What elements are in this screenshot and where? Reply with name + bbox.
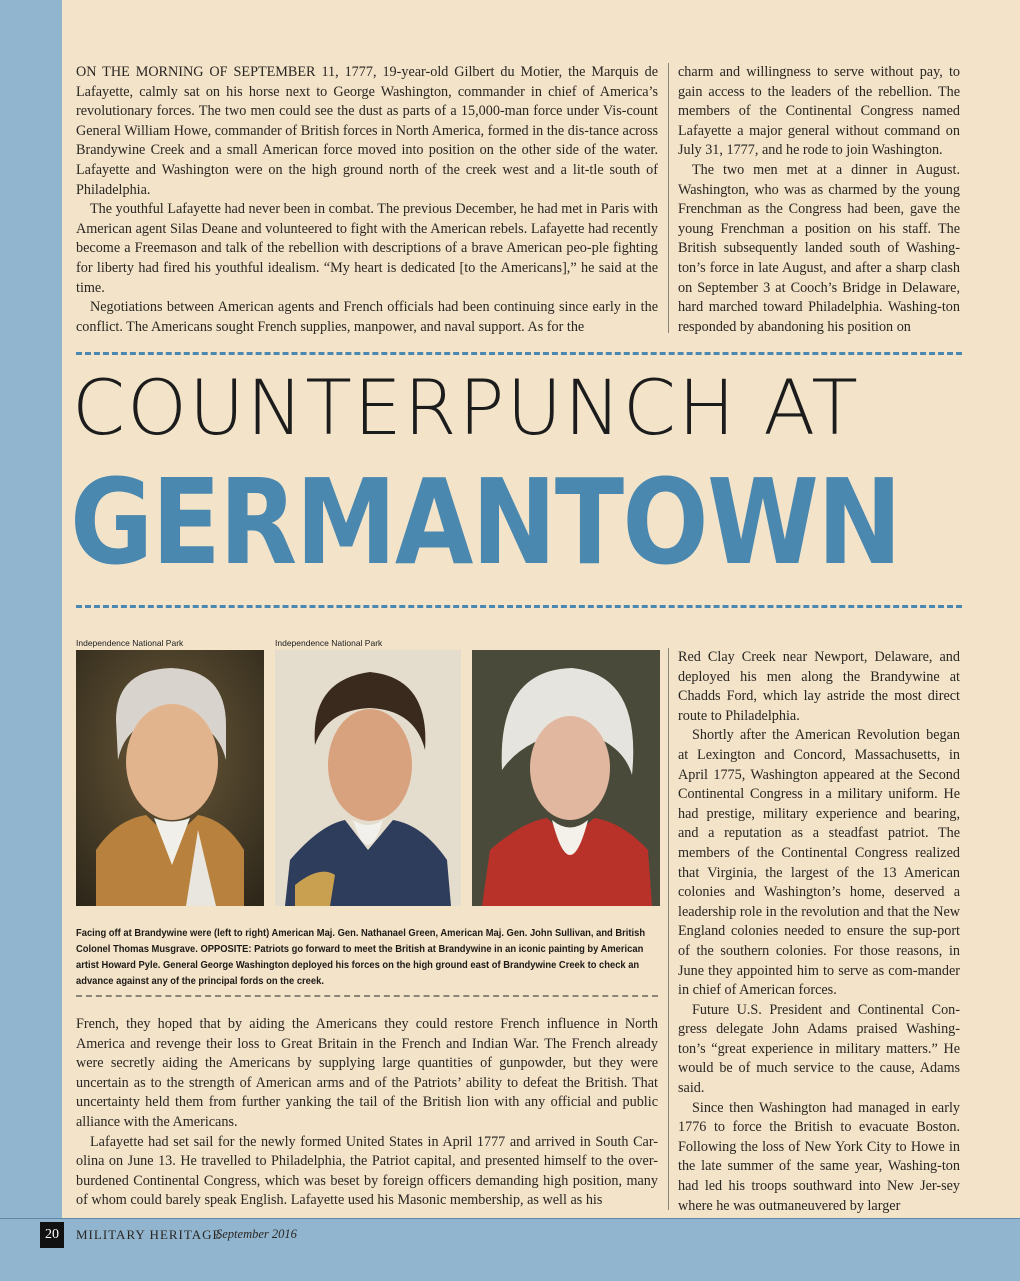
headline-line-2: GERMANTOWN (70, 453, 901, 591)
portrait-thomas-musgrave (472, 650, 660, 906)
caption-rule (76, 995, 658, 997)
photo-caption: Facing off at Brandywine were (left to right) American Maj. Gen. Nathanael Green, American Maj. Gen. John Sullivan, and British Colonel Thomas Musgrave. OPPOSITE: Patriots go forward to meet the British at Brandywine in an iconic painting by American artist Howard Pyle. General George Washington deployed his forces on the high ground east of Brandywine Creek to check an advance against any of the principal fords on the creek. (76, 928, 646, 987)
column-divider (668, 648, 669, 1210)
headline-rule-bottom (76, 605, 962, 608)
portrait-nathanael-green (76, 650, 264, 906)
portrait-john-sullivan (275, 650, 461, 906)
headline-rule-top (76, 352, 962, 355)
body-text-bottom-left (76, 1015, 658, 1211)
body-text-top-right (678, 63, 960, 337)
paragraph: Lafayette had set sail for the newly formed United States in April 1777 and arrived in South Car-olina on June 13. He travelled to Philadelphia, the Patriot capital, and presented himself to the over-burdened Continental Congress, which was beset by foreign officers demanding high position, many of whom could barely speak English. Lafayette used his Masonic membership, as well as his (76, 1133, 658, 1209)
column-divider (668, 63, 669, 333)
body-text-top-left (76, 63, 658, 337)
photo-credit: Independence National Park (275, 638, 383, 648)
paragraph: French, they hoped that by aiding the Americans they could restore French influence in North America and revenge their loss to Great Britain in the French and Indian War. The French already were secretly aiding the Americans by supplying large quantities of gunpowder, but they were uncertain as to the strength of American arms and of the Patriots’ ability to defeat the British. That uncertainty held them from further yanking the tail of the British lion with any official and public alliance with the Americans. (76, 1016, 658, 1130)
paragraph: ON THE MORNING OF SEPTEMBER 11, 1777, 19-year-old Gilbert du Motier, the Marquis de Lafayette, calmly sat on his horse next to George Washington, commander in chief of America’s revolutionary forces. The two men could see the dust as parts of a 15,000-man force under Vis-count General William Howe, commander of British forces in North America, formed in the dis-tance across Brandywine Creek and a small American force moved into position on the other side of the water. Lafayette and Washington were on the high ground north of the creek west and a lit-tle south of Philadelphia. (76, 64, 658, 198)
issue-date: September 2016 (216, 1227, 297, 1241)
paragraph: Negotiations between American agents and French officials had been continuing since early in the conflict. The Americans sought French supplies, manpower, and naval support. As for the (76, 299, 658, 335)
photo-credit: Independence National Park (76, 638, 184, 648)
paragraph: The two men met at a dinner in August. Washington, who was as charmed by the young Frenchman as the Congress had been, gave the young Frenchman a position on his staff. The British subsequently landed south of Washing-ton’s force in late August, and after a sharp clash on September 3 at Cooch’s Bridge in Delaware, hard marched toward Philadelphia. Washing-ton responded by abandoning his position on (678, 161, 960, 335)
paragraph: Shortly after the American Revolution began at Lexington and Concord, Massachusetts, in April 1775, Washington appeared at the Second Continental Congress in a military uniform. He had prestige, military experience and bearing, and a reputation as a steadfast patriot. The members of the Continental Congress realized that Virginia, the largest of the 13 American colonies and Washington’s home, deserved a leadership role in the revolution and that the New England colonies needed to ensure the sup-port of the southern colonies. For those reasons, in June they appointed him to serve as com-mander in chief of American forces. (678, 727, 960, 999)
magazine-name: MILITARY HERITAGE (76, 1227, 222, 1242)
paragraph: Future U.S. President and Continental Con-gress delegate John Adams praised Washing-ton’s “great experience in military matters.” He would be of much service to the cause, Adams said. (678, 1001, 960, 1097)
paragraph: Red Clay Creek near Newport, Delaware, and deployed his men along the Brandywine at Chadds Ford, which lay astride the most direct route to Philadelphia. (678, 649, 960, 724)
paragraph: The youthful Lafayette had never been in combat. The previous December, he had met in Paris with American agent Silas Deane and volunteered to fight with the American rebels. Lafayette had recently become a Freemason and talk of the rebellion with descriptions of a brave American peo-ple fighting for liberty had fired his youthful idealism. “My heart is dedicated [to the Americans],” he said at the time. (76, 201, 658, 296)
page-number: 20 (40, 1222, 64, 1248)
headline-line-1: COUNTERPUNCH AT (72, 363, 860, 452)
body-text-bottom-right (678, 648, 960, 1216)
paragraph: charm and willingness to serve without pay, to gain access to the leaders of the rebellion. The members of the Continental Congress named Lafayette a major general without command on July 31, 1777, and he rode to join Washington. (678, 64, 960, 159)
paragraph: Since then Washington had managed in early 1776 to force the British to evacuate Boston. Following the loss of New York City to Howe in the late summer of the same year, Washing-ton had led his troops southward into New Jer-sey where he was outmaneuvered by larger (678, 1099, 960, 1214)
